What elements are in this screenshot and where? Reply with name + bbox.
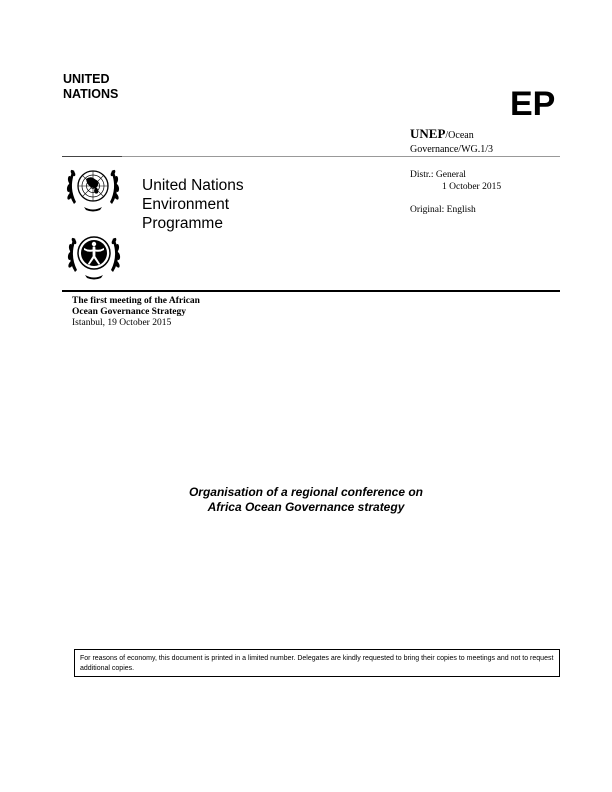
series-code: EP [510,85,556,123]
meeting-info [72,296,200,329]
un-header-line2: NATIONS [63,87,119,101]
unep-emblem-icon [66,226,122,284]
header-divider [62,156,560,157]
meeting-name-line2: Ocean Governance Strategy [72,307,186,317]
document-title-line2: Africa Ocean Governance strategy [207,500,405,514]
document-symbol-part1: /Ocean [445,130,474,141]
organization-name-line1: United Nations [142,177,244,194]
document-symbol [410,127,474,142]
document-title-line1: Organisation of a regional conference on [188,485,424,499]
document-symbol-prefix: UNEP [410,126,446,141]
original-language: Original: English [410,205,476,215]
organization-name [142,176,244,233]
organization-name-line3: Programme [142,215,223,232]
meeting-divider [62,290,560,292]
organization-name-line2: Environment [142,196,230,213]
un-header-line1: UNITED [63,72,110,86]
un-emblem-icon [64,160,122,214]
header-divider-accent [62,156,122,157]
document-title [0,485,612,515]
economy-note [74,649,560,677]
meeting-name-line1: The first meeting of the African [72,296,200,306]
un-header [63,72,118,102]
economy-note-text: For reasons of economy, this document is printed in a limited number. Delegates are kindly requested to bring their copies to meetings and not to request additional copies. [80,655,554,672]
document-symbol-part2: Governance/WG.1/3 [410,144,494,155]
document-date: 1 October 2015 [442,182,502,192]
meeting-place-date: Istanbul, 19 October 2015 [72,318,172,328]
distribution-type: Distr.: General [410,170,466,180]
